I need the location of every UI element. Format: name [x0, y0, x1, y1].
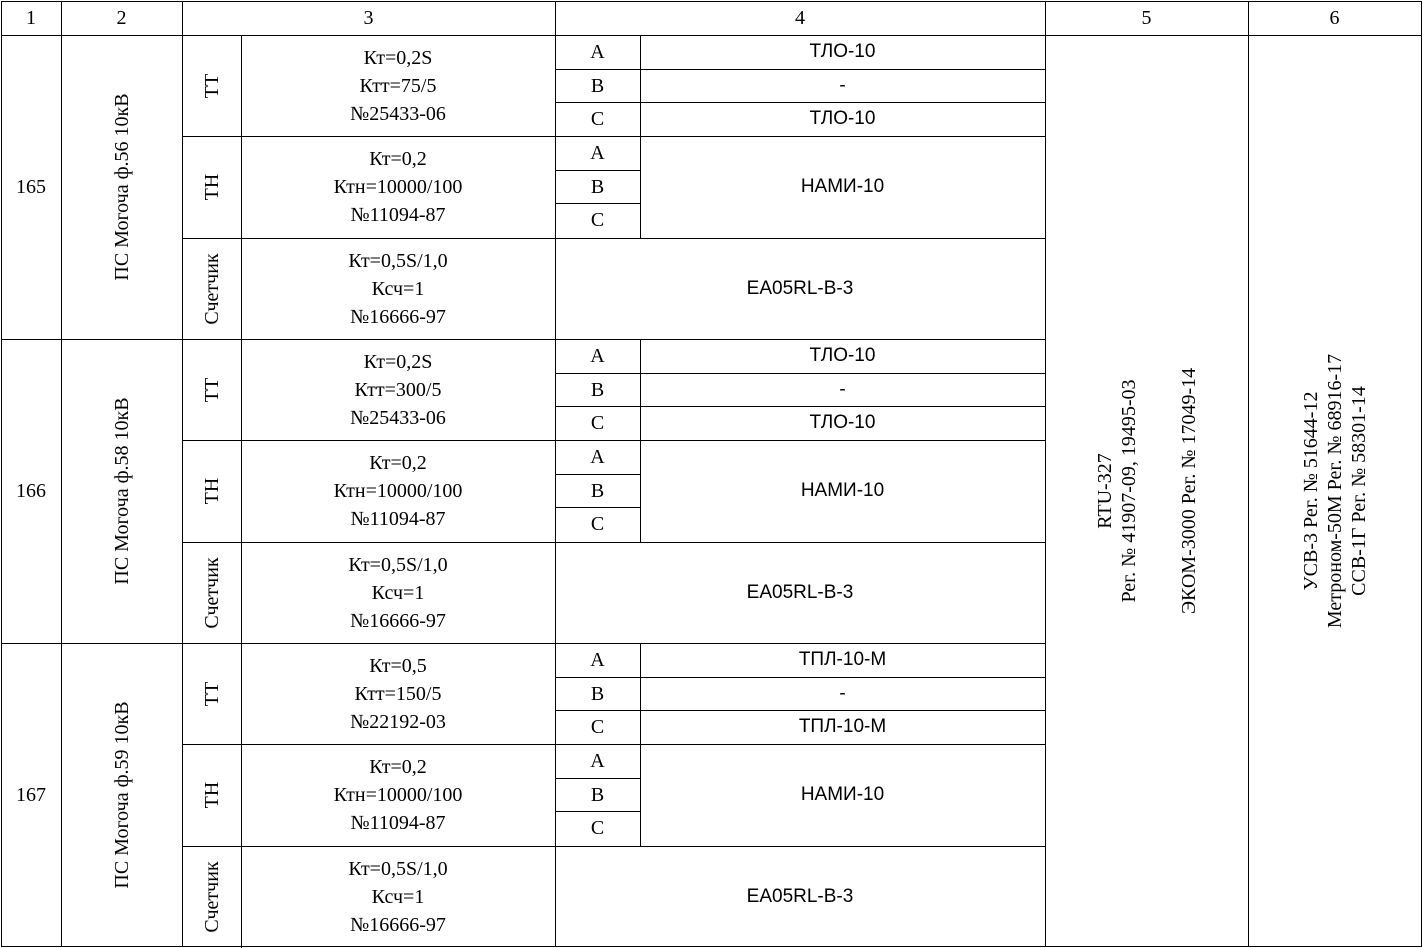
- text-line: №25433-06: [350, 102, 446, 125]
- tt-params-lines: [350, 348, 446, 432]
- phase-label: С: [590, 412, 605, 434]
- meter-label: Счетчик: [200, 860, 223, 933]
- phase-label: А: [590, 41, 605, 63]
- text-line: Ктт=300/5: [354, 378, 442, 401]
- phase-label: А: [590, 649, 605, 671]
- tt-type: ТЛО-10: [809, 108, 876, 129]
- text-line: Метроном-50М Рег. № 68916-17: [1323, 353, 1346, 628]
- tn-params: [241, 744, 555, 846]
- tn-params-lines: [334, 145, 463, 229]
- text-line: Ксч=1: [371, 581, 425, 604]
- tt-type: ТЛО-10: [809, 412, 876, 433]
- meter-type: EA05RL-B-3: [746, 885, 854, 907]
- tt-params: [241, 643, 555, 744]
- tn-label: ТН: [200, 781, 223, 809]
- text-line: Ктн=10000/100: [333, 480, 463, 502]
- text-line: №11094-87: [350, 508, 446, 530]
- tt-type: ТЛО-10: [809, 345, 876, 366]
- text-line: Ктн=10000/100: [333, 784, 463, 806]
- phase-label: А: [590, 345, 605, 367]
- tt-label: ТТ: [200, 73, 223, 98]
- tn-type: НАМИ-10: [800, 480, 885, 501]
- col5-devices: [1093, 367, 1201, 613]
- header-cell-4: 4: [795, 7, 805, 29]
- phase-label: В: [590, 479, 605, 502]
- text-line: ЭКОМ-3000 Рег. № 17049-14: [1177, 367, 1200, 614]
- header-cell-3: 3: [363, 7, 374, 29]
- meter-label: Счетчик: [200, 556, 223, 629]
- text-line: Кт=0,2: [369, 148, 427, 170]
- phase-label: А: [590, 446, 605, 468]
- header-cell-6: 6: [1329, 7, 1340, 29]
- tt-params: [241, 339, 555, 440]
- text-line: Ксч=1: [371, 885, 425, 908]
- location-label: ПС Могоча ф.58 10кВ: [110, 397, 133, 585]
- tt-params: [241, 35, 555, 136]
- tn-params: [241, 440, 555, 542]
- meter-label: Счетчик: [200, 252, 223, 325]
- phase-label: С: [590, 108, 605, 130]
- text-line: Кт=0,5S/1,0: [348, 857, 448, 880]
- phase-label: В: [590, 74, 605, 97]
- tt-params-lines: [350, 652, 446, 736]
- text-line: Ксч=1: [371, 277, 425, 300]
- row-number: 167: [16, 784, 46, 806]
- location-label: ПС Могоча ф.56 10кВ: [110, 93, 133, 281]
- tt-type: -: [839, 74, 846, 96]
- text-line: Ктт=150/5: [354, 682, 442, 705]
- tt-type: -: [839, 378, 846, 400]
- tt-type: ТЛО-10: [809, 41, 876, 62]
- grid-line: [61, 1, 62, 947]
- text-line: №16666-97: [350, 305, 446, 328]
- text-line: Кт=0,5S/1,0: [348, 553, 448, 576]
- col6-devices: [1299, 353, 1371, 627]
- phase-label: В: [590, 682, 605, 705]
- text-line: Ктт=75/5: [359, 74, 437, 97]
- text-line: №25433-06: [350, 406, 446, 429]
- phase-label: В: [590, 378, 605, 401]
- phase-label: В: [590, 175, 605, 198]
- text-line: RTU-327: [1093, 452, 1116, 529]
- meter-params-lines: [348, 247, 447, 331]
- meter-type: EA05RL-B-3: [746, 277, 854, 299]
- phase-label: С: [590, 817, 605, 839]
- col6-devices-lines: [1299, 353, 1371, 627]
- meter-params: [241, 846, 555, 947]
- text-line: №22192-03: [350, 710, 446, 733]
- tt-type: ТПЛ-10-М: [798, 716, 887, 737]
- col5-devices-lines: [1093, 367, 1201, 613]
- meter-params-lines: [348, 855, 447, 939]
- text-line: Кт=0,2S: [363, 46, 433, 69]
- text-line: Кт=0,2S: [363, 350, 433, 373]
- meter-params-lines: [348, 551, 447, 635]
- meter-params: [241, 238, 555, 339]
- text-line: №11094-87: [350, 812, 446, 834]
- text-line: Кт=0,2: [369, 452, 427, 474]
- grid-line: [1421, 1, 1422, 947]
- text-line: УСВ-3 Рег. № 51644-12: [1299, 391, 1322, 590]
- phase-label: А: [590, 750, 605, 772]
- tn-params-lines: [334, 753, 463, 837]
- tt-type: -: [839, 682, 846, 704]
- tn-params: [241, 136, 555, 238]
- meter-type: EA05RL-B-3: [746, 581, 854, 603]
- location-label: ПС Могоча ф.59 10кВ: [110, 701, 133, 889]
- phase-label: В: [590, 783, 605, 806]
- tt-label: ТТ: [200, 377, 223, 402]
- header-cell-1: 1: [26, 7, 36, 29]
- text-line: №11094-87: [350, 204, 446, 226]
- tn-label: ТН: [200, 477, 223, 505]
- tt-type: ТПЛ-10-М: [798, 649, 887, 670]
- text-line: Кт=0,5: [369, 654, 427, 677]
- grid-line: [182, 1, 183, 947]
- tn-params-lines: [334, 449, 463, 533]
- text-line: Кт=0,5S/1,0: [348, 249, 448, 272]
- tt-params-lines: [350, 44, 446, 128]
- phase-label: С: [590, 716, 605, 738]
- text-line: №16666-97: [350, 913, 446, 936]
- grid-line: [1248, 1, 1249, 947]
- header-cell-5: 5: [1141, 7, 1152, 29]
- header-cell-2: 2: [116, 7, 127, 29]
- row-number: 165: [16, 176, 46, 198]
- tn-type: НАМИ-10: [800, 784, 885, 805]
- text-line: Кт=0,2: [369, 756, 427, 778]
- phase-label: А: [590, 142, 605, 164]
- row-number: 166: [16, 480, 46, 502]
- text-line: Рег. № 41907-09, 19495-03: [1117, 378, 1140, 603]
- tn-type: НАМИ-10: [800, 176, 885, 197]
- text-line: Ктн=10000/100: [333, 176, 463, 198]
- phase-label: С: [590, 513, 605, 535]
- phase-label: С: [590, 209, 605, 231]
- tn-label: ТН: [200, 173, 223, 201]
- text-line: ССВ-1Г Рег. № 58301-14: [1347, 385, 1370, 596]
- meter-params: [241, 542, 555, 643]
- text-line: №16666-97: [350, 609, 446, 632]
- tt-label: ТТ: [200, 681, 223, 706]
